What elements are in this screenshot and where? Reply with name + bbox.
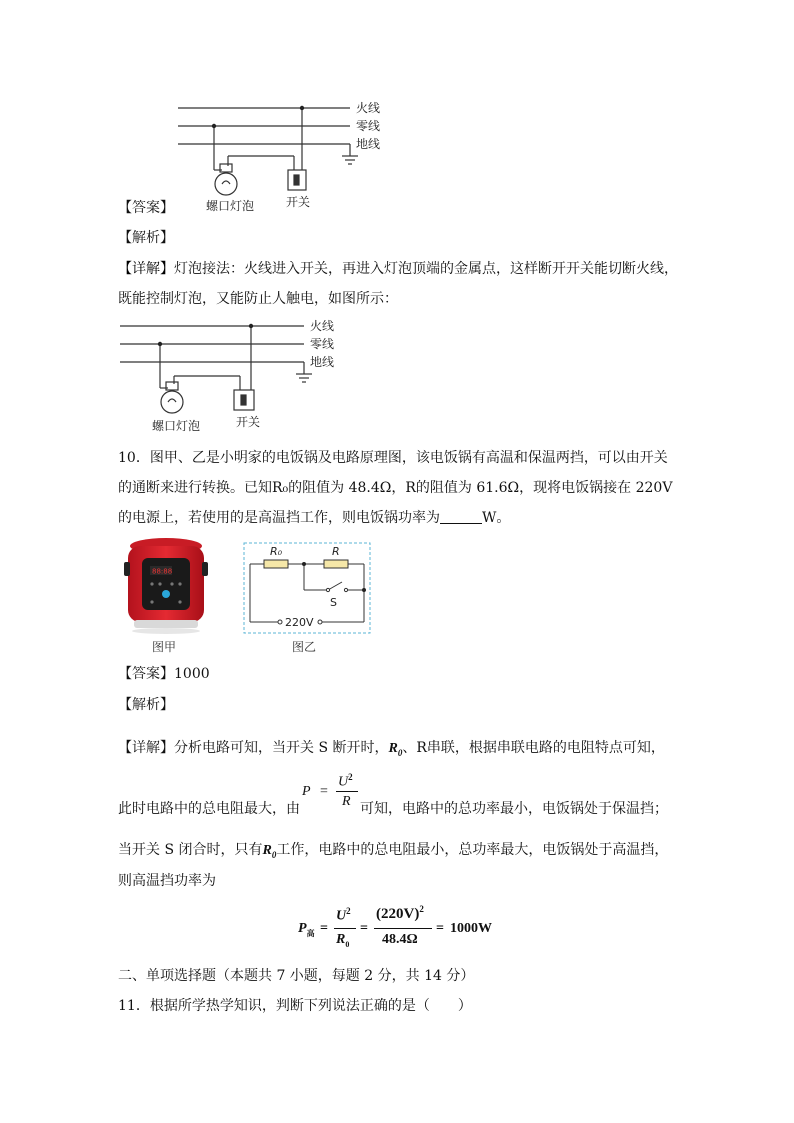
detail-2-line-1 xyxy=(118,738,665,763)
answer-2-value: 1000 xyxy=(174,666,210,682)
label-r: R xyxy=(332,545,340,558)
caption-figure-a: 图甲 xyxy=(152,640,177,654)
cooker-display: 88:88 xyxy=(152,567,173,576)
r0-symbol: $R_0$ xyxy=(262,843,277,860)
label-switch: 开关 xyxy=(236,415,261,429)
label-r0: R₀ xyxy=(270,545,283,558)
detail-1-line-2: 既能控制灯泡，又能防止人触电，如图所示： xyxy=(118,291,398,307)
section-2-heading: 二、单项选择题（本题共 7 小题，每题 2 分，共 14 分） xyxy=(118,968,475,984)
formula-power: P = $U^2$ R xyxy=(302,768,362,814)
detail-1-text-1: 灯泡接法：火线进入开关，再进入灯泡顶端的金属点，这样断开开关能切断火线， xyxy=(174,261,678,277)
caption-figure-b: 图乙 xyxy=(292,640,317,654)
question-10-line-3 xyxy=(118,508,510,528)
detail-2-text-1b: 、R串联，根据串联电路的电阻特点可知， xyxy=(402,740,665,756)
question-10-line-1: 10．图甲、乙是小明家的电饭锅及电路原理图，该电饭锅有高温和保温两挡，可以由开关 xyxy=(118,450,668,466)
rice-cooker-image xyxy=(120,536,212,636)
analysis-1-tag: 【解析】 xyxy=(118,230,174,246)
circuit-diagram xyxy=(242,542,372,634)
label-ground-wire: 地线 xyxy=(356,137,381,151)
question-10-text-b: W。 xyxy=(482,510,511,526)
label-neutral-wire: 零线 xyxy=(310,337,335,351)
detail-1-tag: 【详解】 xyxy=(118,261,174,277)
answer-1-tag: 【答案】 xyxy=(118,200,174,216)
wiring-diagram-2 xyxy=(118,316,358,434)
question-10-text-a: 的电源上，若使用的是高温挡工作，则电饭锅功率为 xyxy=(118,510,440,526)
detail-2-text-3a: 当开关 S 闭合时，只有 xyxy=(118,842,263,858)
detail-2-text-3b: 工作，电路中的总电阻最小，总功率最大，电饭锅处于高温挡， xyxy=(276,842,669,858)
label-switch: 开关 xyxy=(286,195,311,209)
label-switch-s: S xyxy=(330,596,337,609)
label-neutral-wire: 零线 xyxy=(356,119,381,133)
label-live-wire: 火线 xyxy=(310,319,335,333)
label-voltage: 220V xyxy=(285,616,314,629)
detail-2-text-2a: 此时电路中的总电阻最大，由 xyxy=(118,801,300,817)
question-11-text: 11．根据所学热学知识，判断下列说法正确的是（ ） xyxy=(118,998,472,1014)
answer-2-tag: 【答案】 xyxy=(118,666,174,682)
r0-symbol: $R_0$ xyxy=(388,741,403,758)
label-ground-wire: 地线 xyxy=(310,355,335,369)
wiring-diagram-1 xyxy=(170,98,390,214)
answer-2-line xyxy=(118,664,210,684)
detail-2-line-4: 则高温挡功率为 xyxy=(118,873,216,889)
analysis-2-tag: 【解析】 xyxy=(118,697,174,713)
label-bulb: 螺口灯泡 xyxy=(152,419,201,433)
question-10-line-2: 的通断来进行转换。已知R₀的阻值为 48.4Ω，R的阻值为 61.6Ω，现将电饭锅接在 220V xyxy=(118,480,673,496)
detail-1-line-1 xyxy=(118,259,678,279)
detail-2-tag: 【详解】 xyxy=(118,740,174,756)
formula-final: $P_高$ = $U^2$ $R_0$ = $(220V)^2$ 48.4Ω = 1000W xyxy=(298,904,492,949)
detail-2-line-3 xyxy=(118,840,668,865)
label-bulb: 螺口灯泡 xyxy=(206,199,255,213)
detail-2-line-2 xyxy=(118,799,668,819)
label-live-wire: 火线 xyxy=(356,101,381,115)
detail-2-text-1a: 分析电路可知，当开关 S 断开时， xyxy=(174,740,389,756)
detail-2-text-2b: 可知，电路中的总功率最小，电饭锅处于保温挡； xyxy=(360,801,668,817)
answer-blank[interactable] xyxy=(440,509,482,524)
